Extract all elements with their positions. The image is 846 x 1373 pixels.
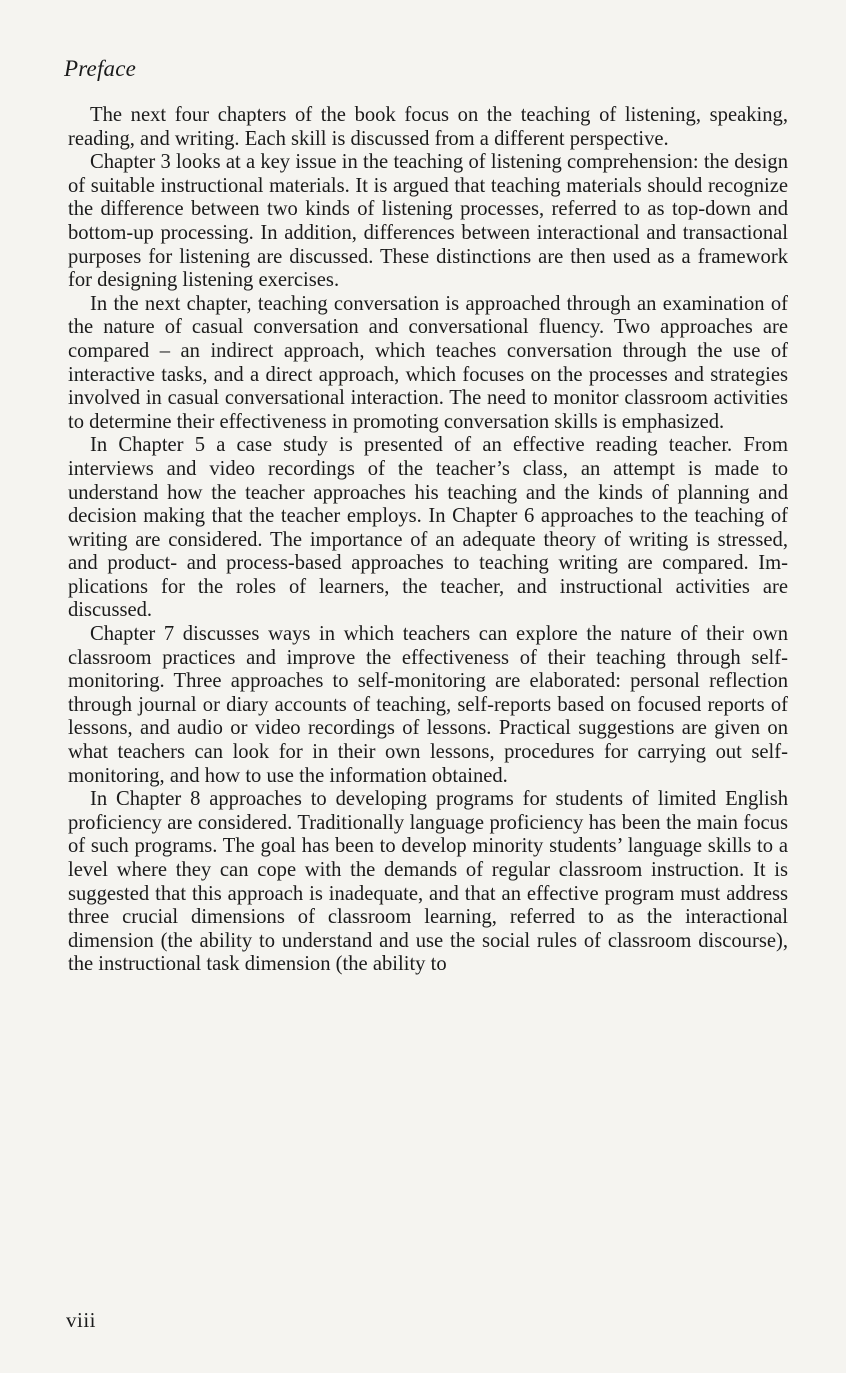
- paragraph-chapter-8: In Chapter 8 approaches to developing programs for students of limited English proficiency are considered. Traditionally language proficiency has been the main focus of such programs. The goal has been to develop minority students’ language skills to a level where they can cope with the demands of regular classroom instruction. It is suggested that this approach is inadequate, and that an effective program must address three crucial dimensions of classroom learning, referred to as the interactional dimension (the ability to understand and use the social rules of classroom discourse), the instructional task dimension (the ability to: [68, 788, 788, 976]
- paragraph-chapter-4: In the next chapter, teaching conversation is approached through an examination of the nature of casual conversation and conversational fluency. Two approaches are compared – an indirect approach, which teaches conversation through the use of interactive tasks, and a direct approach, which focuses on the processes and strategies involved in casual conversational interaction. The need to monitor classroom activities to determine their effectiveness in promoting conversation skills is emphasized.: [68, 292, 788, 433]
- body-text: [68, 104, 788, 977]
- paragraph-chapter-3: Chapter 3 looks at a key issue in the teaching of listening comprehension: the design of suitable instructional materials. It is argued that teaching materials should recognize the difference between two kinds of listening processes, referred to as top-down and bottom-up processing. In addition, differences between interactional and transactional purposes for listening are discussed. These distinctions are then used as a framework for designing listening exercises.: [68, 151, 788, 292]
- paragraph-chapter-7: Chapter 7 discusses ways in which teachers can explore the nature of their own classroom practices and improve the effectiveness of their teaching through self-monitoring. Three approaches to self-monitoring are elaborated: personal reflection through journal or diary accounts of teaching, self-reports based on focused reports of lessons, and audio or video recordings of lessons. Practical suggestions are given on what teachers can look for in their own lessons, procedures for carrying out self-monitoring, and how to use the information obtained.: [68, 623, 788, 787]
- running-head: Preface: [64, 56, 137, 81]
- paragraph-skills-overview: The next four chapters of the book focus on the teaching of listening, speaking, reading, and writing. Each skill is discussed from a different perspective.: [68, 104, 788, 150]
- paragraph-chapters-5-6: In Chapter 5 a case study is presented of an effective reading teacher. From interviews and video recordings of the teacher’s class, an attempt is made to understand how the teacher approaches his teaching and the kinds of planning and decision making that the teacher employs. In Chapter 6 approaches to the teaching of writing are considered. The importance of an adequate theory of writing is stressed, and product- and process-based approaches to teaching writing are compared. Implications for the roles of learners, the teacher, and instructional activities are discussed.: [68, 434, 788, 622]
- page-number: viii: [66, 1308, 97, 1332]
